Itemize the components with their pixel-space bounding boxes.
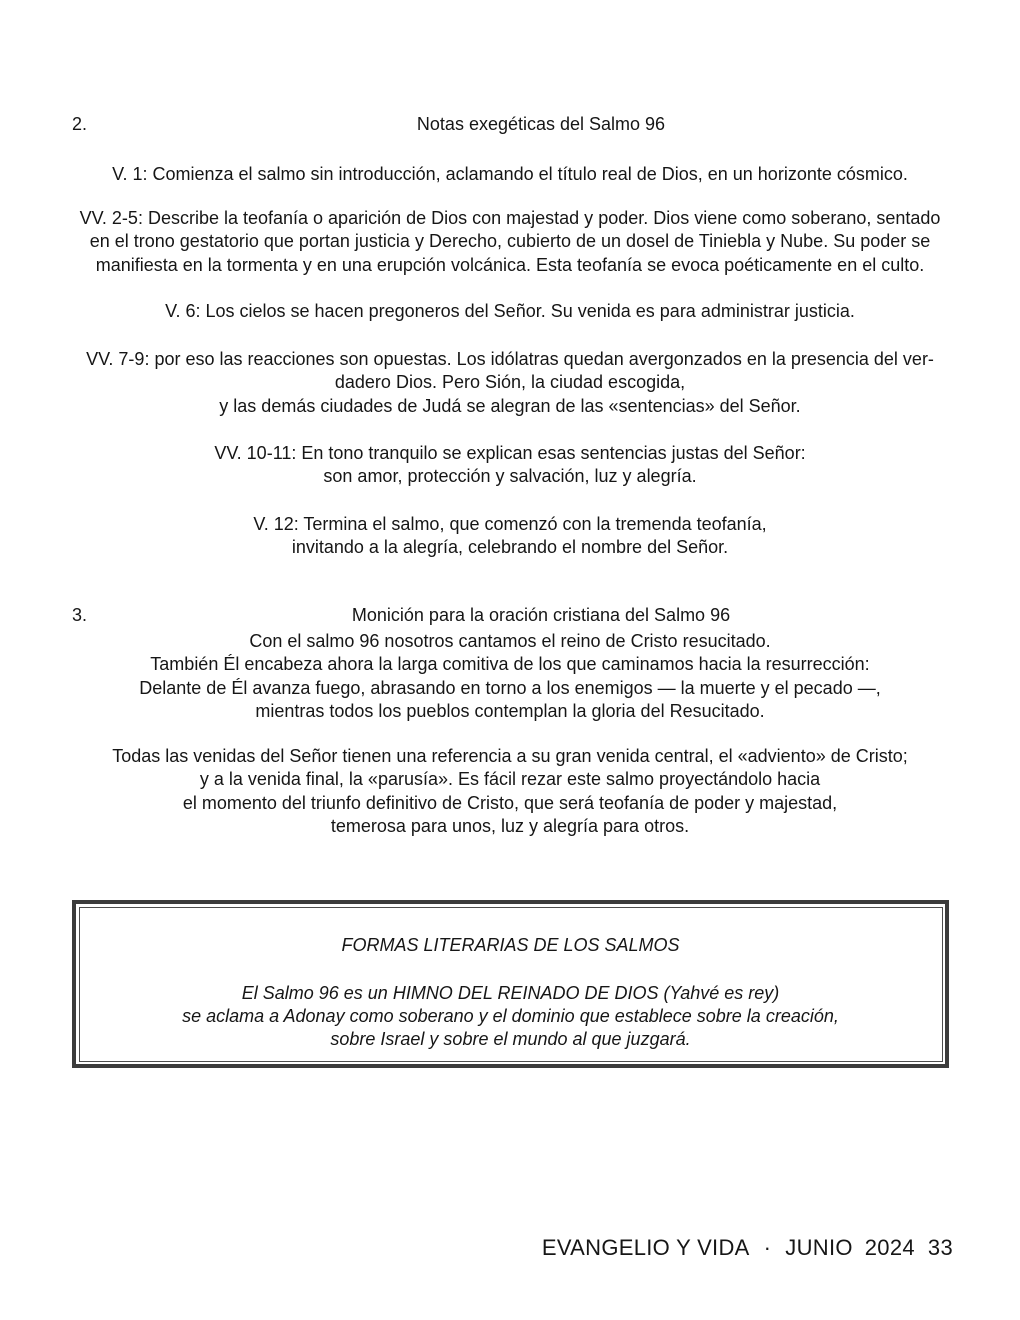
text-line: El Salmo 96 es un HIMNO DEL REINADO DE DIOS (Yahvé es rey) <box>241 982 780 1003</box>
issue-month: JUNIO <box>785 1235 853 1260</box>
page-number: 33 <box>927 1235 953 1260</box>
journal-name: EVANGELIO Y VIDA <box>541 1235 750 1260</box>
text-line: y a la venida final, la «parusía». Es fácil rezar este salmo proyectándolo hacia <box>199 769 821 790</box>
text-line: temerosa para unos, luz y alegría para otros. <box>330 816 690 837</box>
text-line: el momento del triunfo definitivo de Cristo, que será teofanía de poder y majestad, <box>182 792 838 813</box>
text-line: dadero Dios. Pero Sión, la ciudad escogida, <box>334 372 686 393</box>
paragraph-v12 <box>72 513 948 560</box>
text-line: V. 6: Los cielos se hacen pregoneros del Señor. Su venida es para administrar justicia. <box>165 301 855 321</box>
footer-separator-dot: · <box>763 1235 772 1260</box>
text-line: También Él encabeza ahora la larga comitiva de los que caminamos hacia la resurrección: <box>150 654 870 675</box>
text-line: sobre Israel y sobre el mundo al que juzgará. <box>330 1029 691 1050</box>
section-2-title: Notas exegéticas del Salmo 96 <box>416 114 666 134</box>
paragraph-vv10-11 <box>72 442 948 489</box>
section-3-title: Monición para la oración cristiana del Salmo 96 <box>351 605 731 625</box>
section-2-heading <box>72 113 948 136</box>
text-line: en el trono gestatorio que portan justicia y Derecho, cubierto de un dosel de Tiniebla y Nube. Su poder se <box>89 231 931 252</box>
section-3-number: 3. <box>72 605 88 625</box>
paragraph-v6 <box>72 300 948 323</box>
text-line: Todas las venidas del Señor tienen una referencia a su gran venida central, el «adviento» de Cristo; <box>112 746 908 766</box>
text-line: mientras todos los pueblos contemplan la gloria del Resucitado. <box>255 701 765 722</box>
issue-year: 2024 <box>864 1235 915 1260</box>
paragraph-monicion-intro <box>72 630 948 724</box>
text-line: V. 12: Termina el salmo, que comenzó con la tremenda teofanía, <box>253 514 767 534</box>
section-2-number: 2. <box>72 114 88 134</box>
page-content <box>72 0 948 1320</box>
text-line: V. 1: Comienza el salmo sin introducción, aclamando el título real de Dios, en un horizonte cósmico. <box>112 164 908 184</box>
paragraph-venidas <box>72 745 948 839</box>
paragraph-v1 <box>72 163 948 186</box>
literary-forms-box-title: FORMAS LITERARIAS DE LOS SALMOS <box>341 934 680 955</box>
literary-forms-box-body <box>80 982 942 1052</box>
text-line: y las demás ciudades de Judá se alegran de las «sentencias» del Señor. <box>219 395 801 416</box>
text-line: VV. 7-9: por eso las reacciones son opuestas. Los idólatras quedan avergonzados en la presencia del ver- <box>86 349 934 369</box>
section-3-heading <box>72 604 948 627</box>
text-line: son amor, protección y salvación, luz y alegría. <box>323 466 697 487</box>
text-line: Delante de Él avanza fuego, abrasando en torno a los enemigos — la muerte y el pecado —, <box>139 677 881 698</box>
paragraph-vv7-9 <box>72 348 948 418</box>
text-line: se aclama a Adonay como soberano y el dominio que establece sobre la creación, <box>182 1005 839 1026</box>
text-line: invitando a la alegría, celebrando el nombre del Señor. <box>291 537 729 558</box>
paragraph-vv2-5 <box>72 207 948 277</box>
text-line: manifiesta en la tormenta y en una erupción volcánica. Esta teofanía se evoca poéticamente en el culto. <box>95 254 925 275</box>
page-footer <box>542 1234 953 1261</box>
literary-forms-box-inner-border <box>79 907 943 1062</box>
text-line: VV. 2-5: Describe la teofanía o aparición de Dios con majestad y poder. Dios viene como soberano, sentado <box>79 208 941 228</box>
text-line: Con el salmo 96 nosotros cantamos el reino de Cristo resucitado. <box>249 631 771 651</box>
literary-forms-box <box>72 900 949 1068</box>
text-line: VV. 10-11: En tono tranquilo se explican esas sentencias justas del Señor: <box>214 443 806 463</box>
